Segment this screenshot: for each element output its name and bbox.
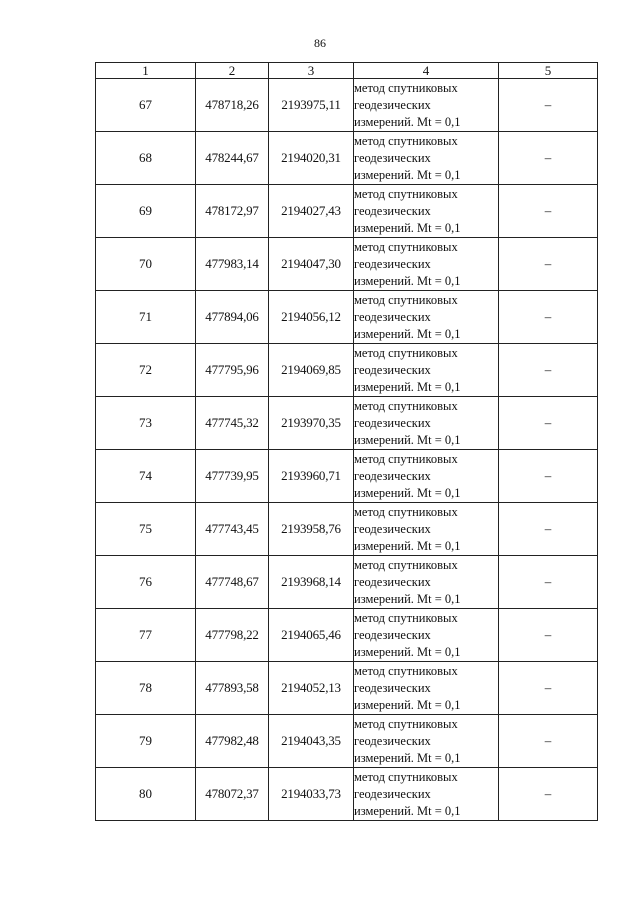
coordinate-x: 477894,06	[196, 291, 269, 344]
table-row	[96, 291, 598, 344]
method-line: метод спутниковых	[354, 610, 458, 625]
table-row	[96, 715, 598, 768]
method-line: измерений. Mt = 0,1	[354, 379, 461, 394]
point-number: 70	[96, 238, 196, 291]
method-line: метод спутниковых	[354, 557, 458, 572]
note-cell: –	[499, 238, 598, 291]
point-number: 75	[96, 503, 196, 556]
note-cell: –	[499, 609, 598, 662]
point-number: 67	[96, 79, 196, 132]
column-header: 4	[354, 63, 499, 79]
note-cell: –	[499, 291, 598, 344]
point-number: 79	[96, 715, 196, 768]
method-line: измерений. Mt = 0,1	[354, 644, 461, 659]
note-cell: –	[499, 344, 598, 397]
coordinate-y: 2194020,31	[269, 132, 354, 185]
method-description	[354, 609, 499, 662]
method-line: геодезических	[354, 150, 431, 165]
note-cell: –	[499, 556, 598, 609]
method-description	[354, 344, 499, 397]
method-description	[354, 503, 499, 556]
method-line: геодезических	[354, 415, 431, 430]
note-cell: –	[499, 662, 598, 715]
point-number: 68	[96, 132, 196, 185]
point-number: 74	[96, 450, 196, 503]
method-line: метод спутниковых	[354, 133, 458, 148]
coordinate-y: 2194033,73	[269, 768, 354, 821]
coordinate-x: 477739,95	[196, 450, 269, 503]
coordinate-x: 477893,58	[196, 662, 269, 715]
method-line: геодезических	[354, 309, 431, 324]
method-line: измерений. Mt = 0,1	[354, 167, 461, 182]
method-description	[354, 450, 499, 503]
method-line: метод спутниковых	[354, 504, 458, 519]
coordinate-x: 477745,32	[196, 397, 269, 450]
method-line: метод спутниковых	[354, 769, 458, 784]
method-line: метод спутниковых	[354, 716, 458, 731]
method-line: геодезических	[354, 97, 431, 112]
column-header: 3	[269, 63, 354, 79]
coordinate-y: 2194056,12	[269, 291, 354, 344]
table-row	[96, 662, 598, 715]
method-line: метод спутниковых	[354, 663, 458, 678]
note-cell: –	[499, 715, 598, 768]
coordinate-x: 478718,26	[196, 79, 269, 132]
note-cell: –	[499, 185, 598, 238]
method-line: метод спутниковых	[354, 239, 458, 254]
table-row	[96, 556, 598, 609]
coordinate-y: 2194065,46	[269, 609, 354, 662]
table-row	[96, 450, 598, 503]
method-line: геодезических	[354, 468, 431, 483]
method-description	[354, 291, 499, 344]
point-number: 78	[96, 662, 196, 715]
column-header: 5	[499, 63, 598, 79]
method-description	[354, 556, 499, 609]
point-number: 73	[96, 397, 196, 450]
point-number: 80	[96, 768, 196, 821]
point-number: 76	[96, 556, 196, 609]
note-cell: –	[499, 503, 598, 556]
coordinates-table	[95, 62, 598, 821]
method-line: геодезических	[354, 680, 431, 695]
note-cell: –	[499, 450, 598, 503]
note-cell: –	[499, 132, 598, 185]
method-line: измерений. Mt = 0,1	[354, 803, 461, 818]
table-row	[96, 397, 598, 450]
method-line: метод спутниковых	[354, 451, 458, 466]
method-line: измерений. Mt = 0,1	[354, 273, 461, 288]
point-number: 69	[96, 185, 196, 238]
method-description	[354, 715, 499, 768]
method-line: измерений. Mt = 0,1	[354, 750, 461, 765]
method-line: измерений. Mt = 0,1	[354, 538, 461, 553]
method-line: геодезических	[354, 627, 431, 642]
method-line: измерений. Mt = 0,1	[354, 220, 461, 235]
coordinate-x: 478072,37	[196, 768, 269, 821]
coordinate-x: 477795,96	[196, 344, 269, 397]
method-line: измерений. Mt = 0,1	[354, 114, 461, 129]
method-line: геодезических	[354, 574, 431, 589]
coordinate-x: 478244,67	[196, 132, 269, 185]
note-cell: –	[499, 397, 598, 450]
point-number: 71	[96, 291, 196, 344]
coordinate-y: 2193958,76	[269, 503, 354, 556]
table-row	[96, 344, 598, 397]
method-description	[354, 185, 499, 238]
note-cell: –	[499, 768, 598, 821]
method-line: измерений. Mt = 0,1	[354, 326, 461, 341]
method-line: геодезических	[354, 362, 431, 377]
point-number: 77	[96, 609, 196, 662]
method-line: геодезических	[354, 786, 431, 801]
method-line: геодезических	[354, 203, 431, 218]
column-header: 2	[196, 63, 269, 79]
table-row	[96, 132, 598, 185]
table-row	[96, 185, 598, 238]
method-description	[354, 132, 499, 185]
table-row	[96, 238, 598, 291]
method-description	[354, 662, 499, 715]
coordinate-x: 477743,45	[196, 503, 269, 556]
method-line: метод спутниковых	[354, 292, 458, 307]
method-line: измерений. Mt = 0,1	[354, 432, 461, 447]
coordinate-y: 2194052,13	[269, 662, 354, 715]
coordinate-x: 477748,67	[196, 556, 269, 609]
column-header: 1	[96, 63, 196, 79]
coordinate-y: 2193970,35	[269, 397, 354, 450]
table-header-row	[96, 63, 598, 79]
coordinate-x: 478172,97	[196, 185, 269, 238]
coordinate-y: 2193960,71	[269, 450, 354, 503]
note-cell: –	[499, 79, 598, 132]
method-description	[354, 768, 499, 821]
point-number: 72	[96, 344, 196, 397]
method-description	[354, 397, 499, 450]
method-line: геодезических	[354, 521, 431, 536]
coordinate-x: 477983,14	[196, 238, 269, 291]
method-description	[354, 79, 499, 132]
coordinate-y: 2194047,30	[269, 238, 354, 291]
coordinate-y: 2194069,85	[269, 344, 354, 397]
coordinate-y: 2194043,35	[269, 715, 354, 768]
coordinate-x: 477982,48	[196, 715, 269, 768]
table-row	[96, 79, 598, 132]
method-line: измерений. Mt = 0,1	[354, 591, 461, 606]
method-line: геодезических	[354, 733, 431, 748]
coordinate-y: 2193975,11	[269, 79, 354, 132]
table-row	[96, 609, 598, 662]
method-description	[354, 238, 499, 291]
method-line: метод спутниковых	[354, 186, 458, 201]
method-line: геодезических	[354, 256, 431, 271]
table-row	[96, 768, 598, 821]
method-line: метод спутниковых	[354, 80, 458, 95]
coordinate-y: 2193968,14	[269, 556, 354, 609]
method-line: измерений. Mt = 0,1	[354, 485, 461, 500]
method-line: измерений. Mt = 0,1	[354, 697, 461, 712]
page-number: 86	[314, 36, 326, 50]
method-line: метод спутниковых	[354, 398, 458, 413]
table-body	[96, 79, 598, 821]
method-line: метод спутниковых	[354, 345, 458, 360]
coordinate-x: 477798,22	[196, 609, 269, 662]
coordinate-y: 2194027,43	[269, 185, 354, 238]
table-row	[96, 503, 598, 556]
